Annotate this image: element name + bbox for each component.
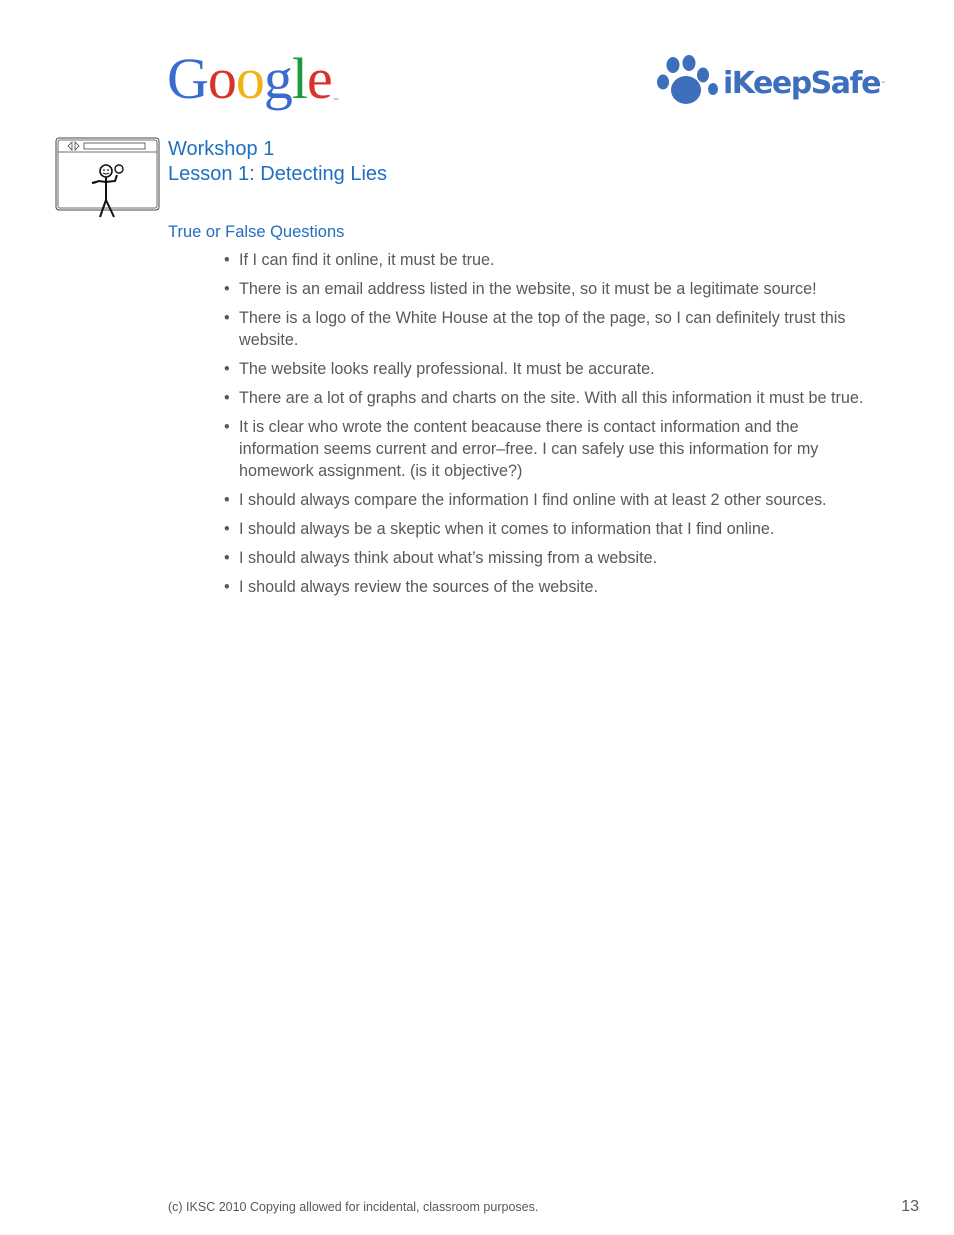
google-trademark: ™ [332,98,338,104]
google-letter-o1: o [207,46,236,111]
list-item: • There are a lot of graphs and charts on the site. With all this information it must be true. [222,387,882,409]
list-item: • The website looks really professional. It must be accurate. [222,358,882,380]
ikeepsafe-trademark: ™ [880,81,885,87]
section-heading: True or False Questions [168,223,345,241]
list-item: • I should always review the sources of the website. [222,576,882,598]
list-item: • I should always think about what’s missing from a website. [222,547,882,569]
paw-print-icon [655,55,721,107]
google-letter-o2: o [235,46,264,111]
ikeepsafe-wordmark [723,67,884,101]
workshop-title [168,137,387,187]
list-item: • There is a logo of the White House at the top of the page, so I can definitely trust this website. [222,307,882,351]
google-letter-g2: g [263,46,292,111]
list-item: • I should always compare the information I find online with at least 2 other sources. [222,489,882,511]
list-item: • If I can find it online, it must be true. [222,249,882,271]
page-number: 13 [901,1198,919,1215]
ikeepsafe-logo [655,55,885,107]
list-item: • There is an email address listed in the website, so it must be a legitimate source! [222,278,882,300]
google-letter-l: l [291,46,308,111]
questions-list [222,249,882,605]
google-letter-g1: G [167,46,208,111]
list-item: • It is clear who wrote the content beacause there is contact information and the information seems current and error–free. I can safely use this information for my homework assignment. (is it objective?) [222,416,882,482]
google-letter-e: e [307,46,332,111]
workshop-line: Workshop 1 [168,138,275,160]
footer-copyright: (c) IKSC 2010 Copying allowed for incidental, classroom purposes. [168,1200,539,1214]
lesson-title: Lesson 1: Detecting Lies [168,163,388,185]
list-item: • I should always be a skeptic when it comes to information that I find online. [222,518,882,540]
browser-stick-figure-icon [55,137,161,221]
google-logo [167,46,338,112]
ikeepsafe-text: iKeepSafe [723,66,880,101]
